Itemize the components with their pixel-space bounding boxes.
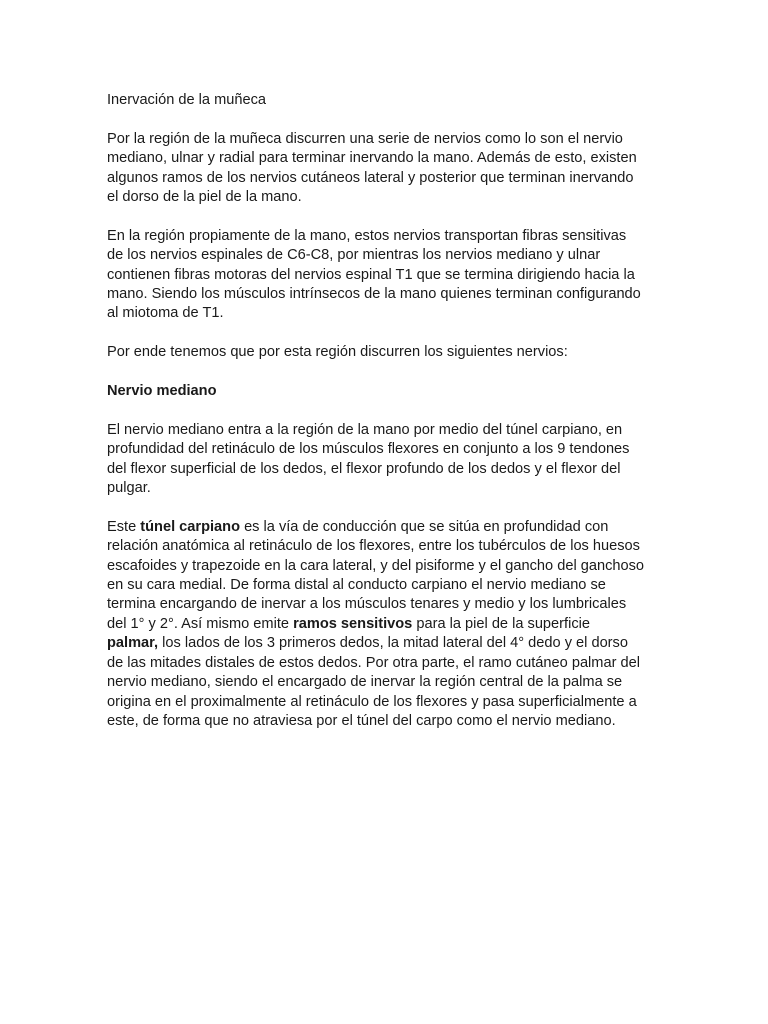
text-line xyxy=(107,615,667,634)
text-line: mano. Siendo los músculos intrínsecos de la mano quienes terminan configurando xyxy=(107,286,641,303)
bold-term-palmar: palmar, xyxy=(107,635,159,652)
text-line: Por ende tenemos que por esta región discurren los siguientes nervios: xyxy=(107,344,568,361)
text-line: El nervio mediano entra a la región de la mano por medio del túnel carpiano, en xyxy=(107,421,623,438)
text-run: los lados de los 3 primeros dedos, la mitad lateral del 4° dedo y el dorso xyxy=(158,635,628,652)
text-line: escafoides y trapezoide en la cara lateral, y del pisiforme y el gancho del ganchoso xyxy=(107,557,645,574)
document-title xyxy=(107,91,667,110)
text-run: Este xyxy=(107,518,141,535)
text-line: En la región propiamente de la mano, estos nervios transportan fibras sensitivas xyxy=(107,227,627,244)
text-line: contienen fibras motoras del nervios espinal T1 que se termina dirigiendo hacia la xyxy=(107,266,635,283)
text-line: de las mitades distales de estos dedos. Por otra parte, el ramo cutáneo palmar del xyxy=(107,654,640,671)
text-line: relación anatómica al retináculo de los flexores, entre los tubérculos de los huesos xyxy=(107,538,640,555)
text-line: nervio mediano, siendo el encargado de inervar la región central de la palma se xyxy=(107,674,623,691)
text-line: mediano, ulnar y radial para terminar inervando la mano. Además de esto, existen xyxy=(107,150,637,167)
text-line: el dorso de la piel de la mano. xyxy=(107,189,302,206)
text-run: del 1° y 2°. Así mismo emite xyxy=(107,615,294,632)
document-body xyxy=(107,91,667,751)
hand-paragraph xyxy=(107,227,667,324)
text-line: Por la región de la muñeca discurren una serie de nervios como lo son el nervio xyxy=(107,130,623,147)
text-line xyxy=(107,634,667,653)
bold-term-tunel-carpiano: túnel carpiano xyxy=(140,518,241,535)
text-line: termina encargando de inervar a los músculos tenares y medio y los lumbricales xyxy=(107,596,627,613)
text-line: origina en el proximalmente al retináculo de los flexores y pasa superficialmente a xyxy=(107,693,637,710)
text-line: al miotoma de T1. xyxy=(107,305,224,322)
mediano-intro-paragraph xyxy=(107,421,667,499)
text-line xyxy=(107,518,667,537)
section-heading-nervio-mediano: Nervio mediano xyxy=(107,383,217,400)
text-line: pulgar. xyxy=(107,480,151,497)
bold-term-ramos-sensitivos: ramos sensitivos xyxy=(293,615,413,632)
text-run: para la piel de la superficie xyxy=(412,615,590,632)
text-run: es la vía de conducción que se sitúa en profundidad con xyxy=(240,518,609,535)
title-text: Inervación de la muñeca xyxy=(107,92,267,108)
tunel-paragraph xyxy=(107,518,667,731)
text-line: algunos ramos de los nervios cutáneos lateral y posterior que terminan inervando xyxy=(107,169,634,186)
text-line: en su cara medial. De forma distal al conducto carpiano el nervio mediano se xyxy=(107,577,606,594)
text-line: este, de forma que no atraviesa por el túnel del carpo como el nervio mediano. xyxy=(107,712,616,729)
text-line: del flexor superficial de los dedos, el flexor profundo de los dedos y el flexor del xyxy=(107,460,621,477)
text-line: de los nervios espinales de C6-C8, por mientras los nervios mediano y ulnar xyxy=(107,247,601,264)
intro-paragraph xyxy=(107,130,667,208)
lead-paragraph xyxy=(107,343,667,362)
text-line: profundidad del retináculo de los músculos flexores en conjunto a los 9 tendones xyxy=(107,441,630,458)
